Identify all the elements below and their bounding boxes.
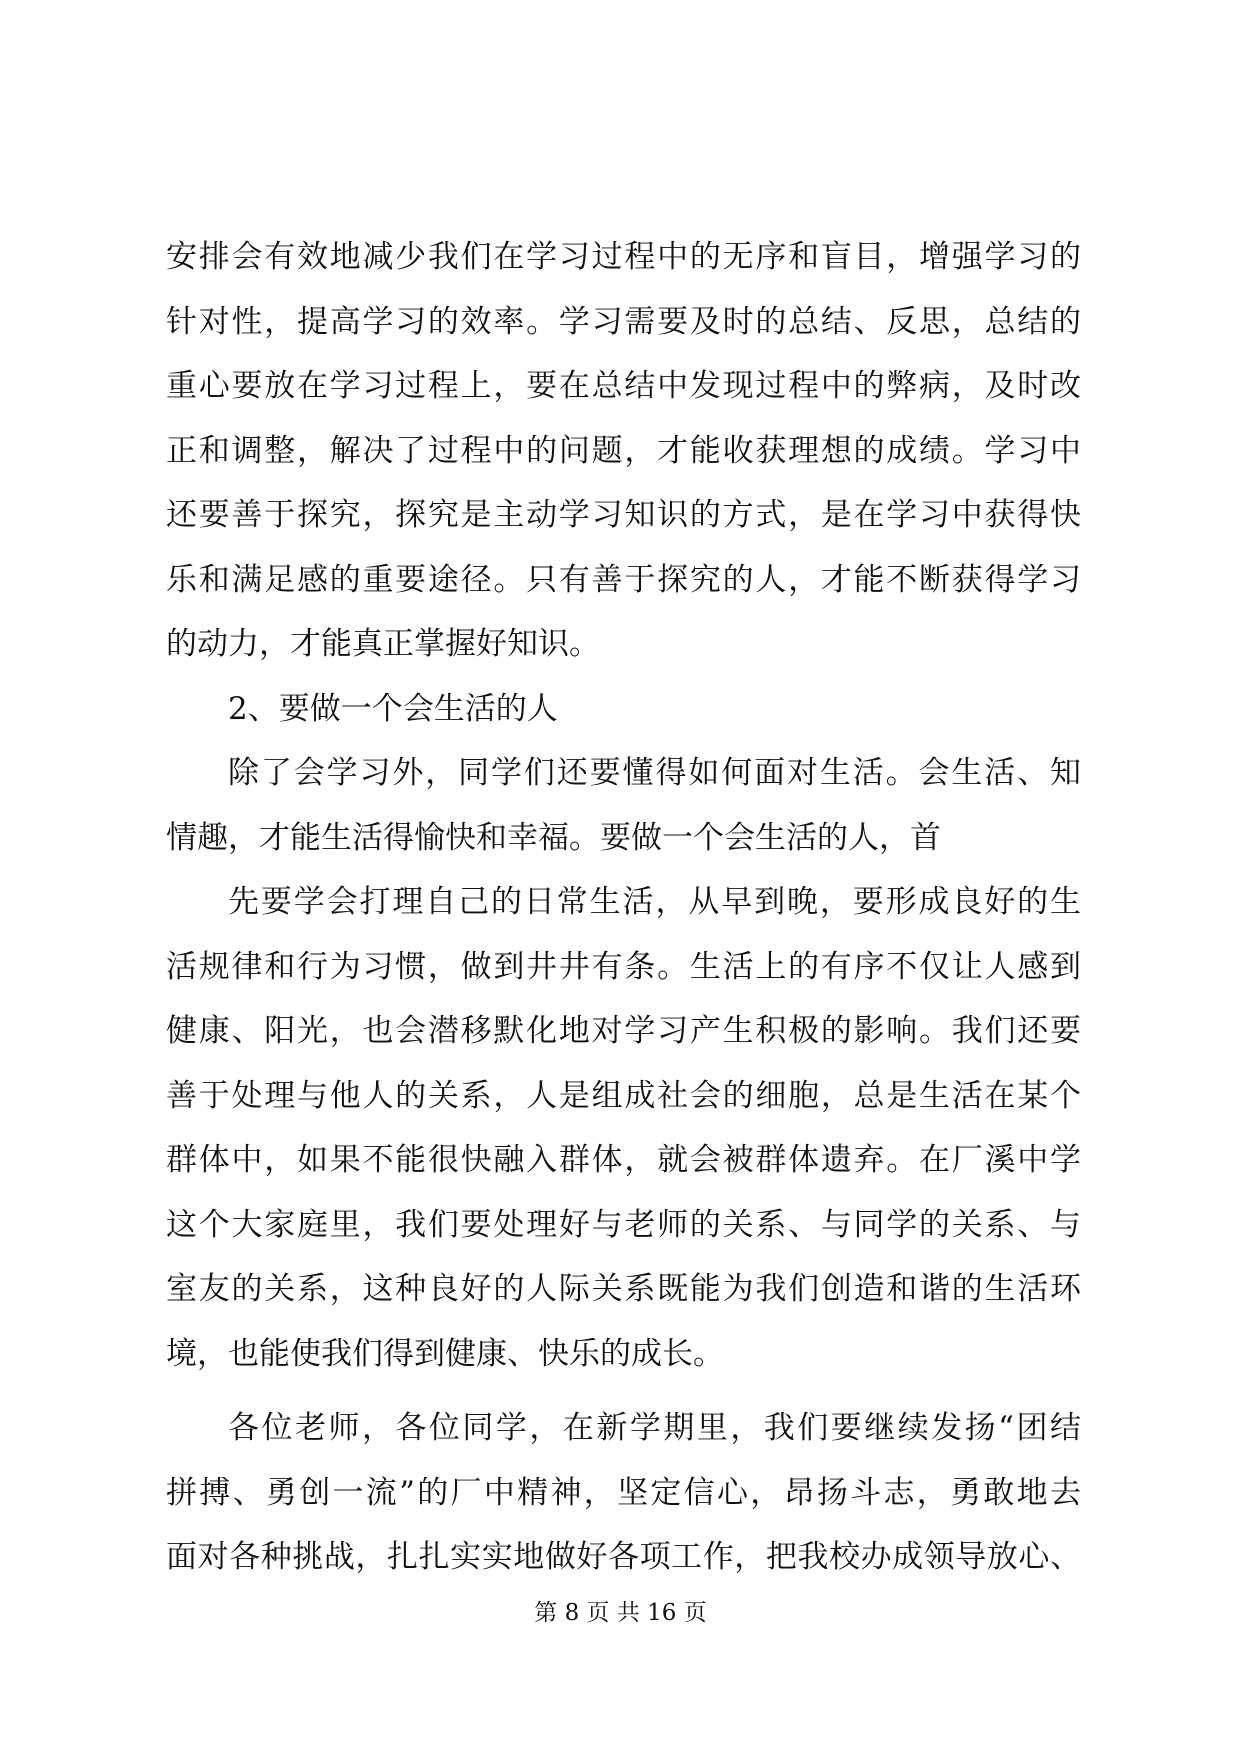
paragraph-gap: [166, 1386, 1081, 1396]
text-line: 室友的关系，这种良好的人际关系既能为我们创造和谐的生活环: [166, 1271, 1081, 1307]
text-line: 乐和满足感的重要途径。只有善于探究的人，才能不断获得学习: [166, 561, 1081, 598]
text-line: 这个大家庭里，我们要处理好与老师的关系、与同学的关系、与: [166, 1206, 1081, 1243]
text-line: 重心要放在学习过程上，要在总结中发现过程中的弊病，及时改: [166, 368, 1081, 404]
text-line: 善于处理与他人的关系，人是组成社会的细胞，总是生活在某个: [166, 1077, 1081, 1114]
text-line: 先要学会打理自己的日常生活，从早到晚，要形成良好的生: [228, 884, 1081, 920]
text-line: 正和调整，解决了过程中的问题，才能收获理想的成绩。学习中: [166, 432, 1081, 469]
page-number-footer: 第 8 页 共 16 页: [534, 1600, 707, 1626]
document-body: [166, 225, 1081, 1590]
text-line: 安排会有效地减少我们在学习过程中的无序和盲目，增强学习的: [166, 239, 1081, 275]
text-line: 活规律和行为习惯，做到井井有条。生活上的有序不仅让人感到: [166, 948, 1081, 985]
text-line: 情趣，才能生活得愉快和幸福。要做一个会生活的人，首: [166, 819, 941, 856]
text-line: 各位老师，各位同学，在新学期里，我们要继续发扬“团结: [228, 1410, 1081, 1446]
text-line: 除了会学习外，同学们还要懂得如何面对生活。会生活、知: [228, 755, 1081, 791]
text-line: 健康、阳光，也会潜移默化地对学习产生积极的影响。我们还要: [166, 1013, 1081, 1049]
text-line: 针对性，提高学习的效率。学习需要及时的总结、反思，总结的: [166, 303, 1081, 340]
text-line: 拼搏、勇创一流”的厂中精神，坚定信心，昂扬斗志，勇敢地去: [166, 1474, 1081, 1511]
text-line: 的动力，才能真正掌握好知识。: [166, 626, 600, 662]
text-line: 境，也能使我们得到健康、快乐的成长。: [166, 1335, 724, 1372]
text-line: 还要善于探究，探究是主动学习知识的方式，是在学习中获得快: [166, 497, 1081, 533]
text-line: 群体中，如果不能很快融入群体，就会被群体遗弃。在厂溪中学: [166, 1142, 1081, 1178]
text-line: 面对各种挑战，扎扎实实地做好各项工作，把我校办成领导放心、: [166, 1539, 1081, 1575]
section-heading: 2、要做一个会生活的人: [228, 690, 558, 727]
